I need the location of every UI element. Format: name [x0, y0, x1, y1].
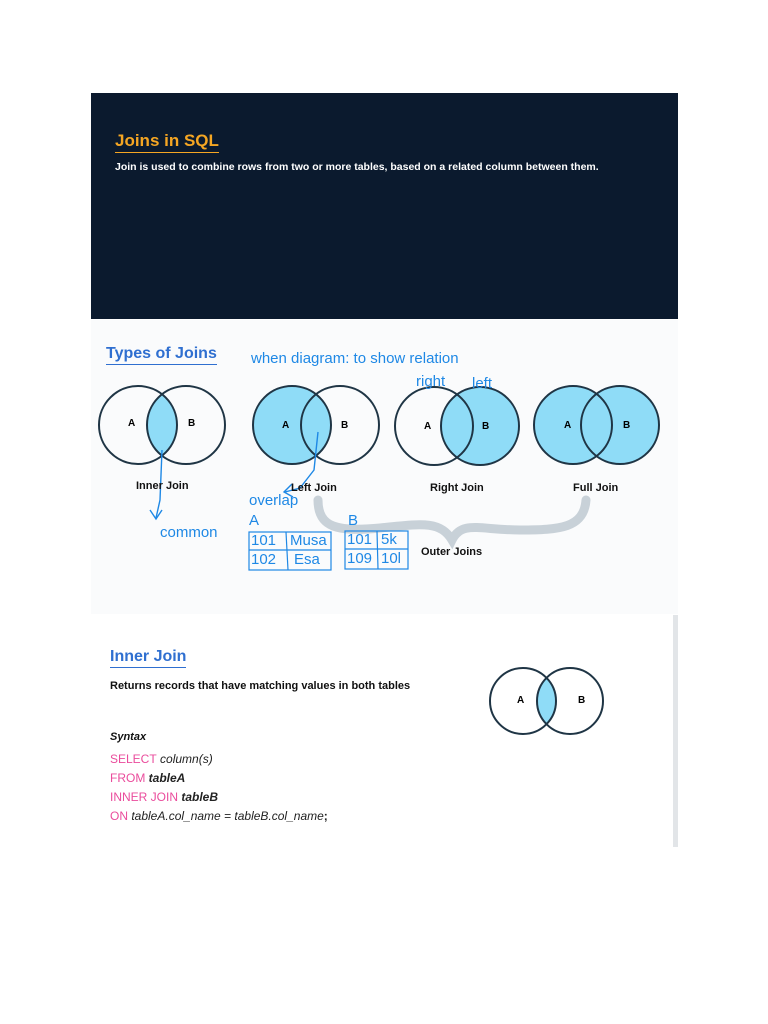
on-end: ; [323, 809, 328, 823]
from-rest: tableA [145, 771, 186, 785]
table-a-header: A [249, 512, 260, 529]
note-common: common [160, 524, 218, 541]
label-left-join: Left Join [291, 482, 337, 494]
table-a-r1c2: Musa [290, 532, 327, 549]
syntax-label: Syntax [110, 731, 147, 743]
note-left: left [472, 375, 493, 392]
code-line-select [110, 752, 213, 766]
kw-from: FROM [110, 771, 146, 785]
venn-full-join [534, 386, 659, 464]
on-rest: tableA.col_name = tableB.col_name [128, 809, 324, 823]
kw-on: ON [110, 809, 128, 823]
table-b-r2c1: 109 [347, 550, 373, 567]
kw-inner-join: INNER JOIN [110, 790, 179, 804]
code-line-inner-join [110, 790, 218, 804]
table-b-r2c2: 10l [381, 550, 402, 567]
venn2-label-b: B [341, 420, 349, 431]
inner-rest: tableB [178, 790, 219, 804]
venn-inner-join-detail [490, 668, 603, 734]
venn4-label-b: B [623, 420, 631, 431]
venn1-label-b: B [188, 418, 196, 429]
inner-join-title: Inner Join [110, 648, 186, 668]
note-overlap: overlap [249, 492, 299, 509]
kw-select: SELECT [110, 752, 157, 766]
table-a-r2c2: Esa [294, 551, 320, 568]
table-a-r2c1: 102 [251, 551, 277, 568]
label-outer-joins: Outer Joins [421, 546, 483, 558]
venn5-label-a: A [517, 695, 525, 706]
table-b-r1c2: 5k [381, 531, 397, 548]
code-line-from [110, 771, 185, 785]
venn-right-join [395, 387, 519, 465]
types-of-joins-title: Types of Joins [106, 345, 217, 365]
venn2-label-a: A [282, 420, 290, 431]
label-inner-join: Inner Join [136, 480, 189, 492]
label-right-join: Right Join [430, 482, 484, 494]
slide1-title: Joins in SQL [115, 131, 219, 153]
note-diagram: when diagram: to show relation [251, 350, 459, 367]
venn3-label-b: B [482, 421, 490, 432]
table-b-r1c1: 101 [347, 531, 373, 548]
table-b-header: B [348, 512, 359, 529]
venn5-label-b: B [578, 695, 586, 706]
note-right: right [416, 373, 446, 390]
slide1-description: Join is used to combine rows from two or more tables, based on a related column between them. [115, 161, 599, 173]
table-a-r1c1: 101 [251, 532, 277, 549]
code-line-on [110, 809, 328, 823]
label-full-join: Full Join [573, 482, 619, 494]
select-rest: column(s) [156, 752, 213, 766]
inner-join-description: Returns records that have matching values in both tables [110, 680, 411, 692]
venn4-label-a: A [564, 420, 572, 431]
venn3-label-a: A [424, 421, 432, 432]
venn1-label-a: A [128, 418, 136, 429]
